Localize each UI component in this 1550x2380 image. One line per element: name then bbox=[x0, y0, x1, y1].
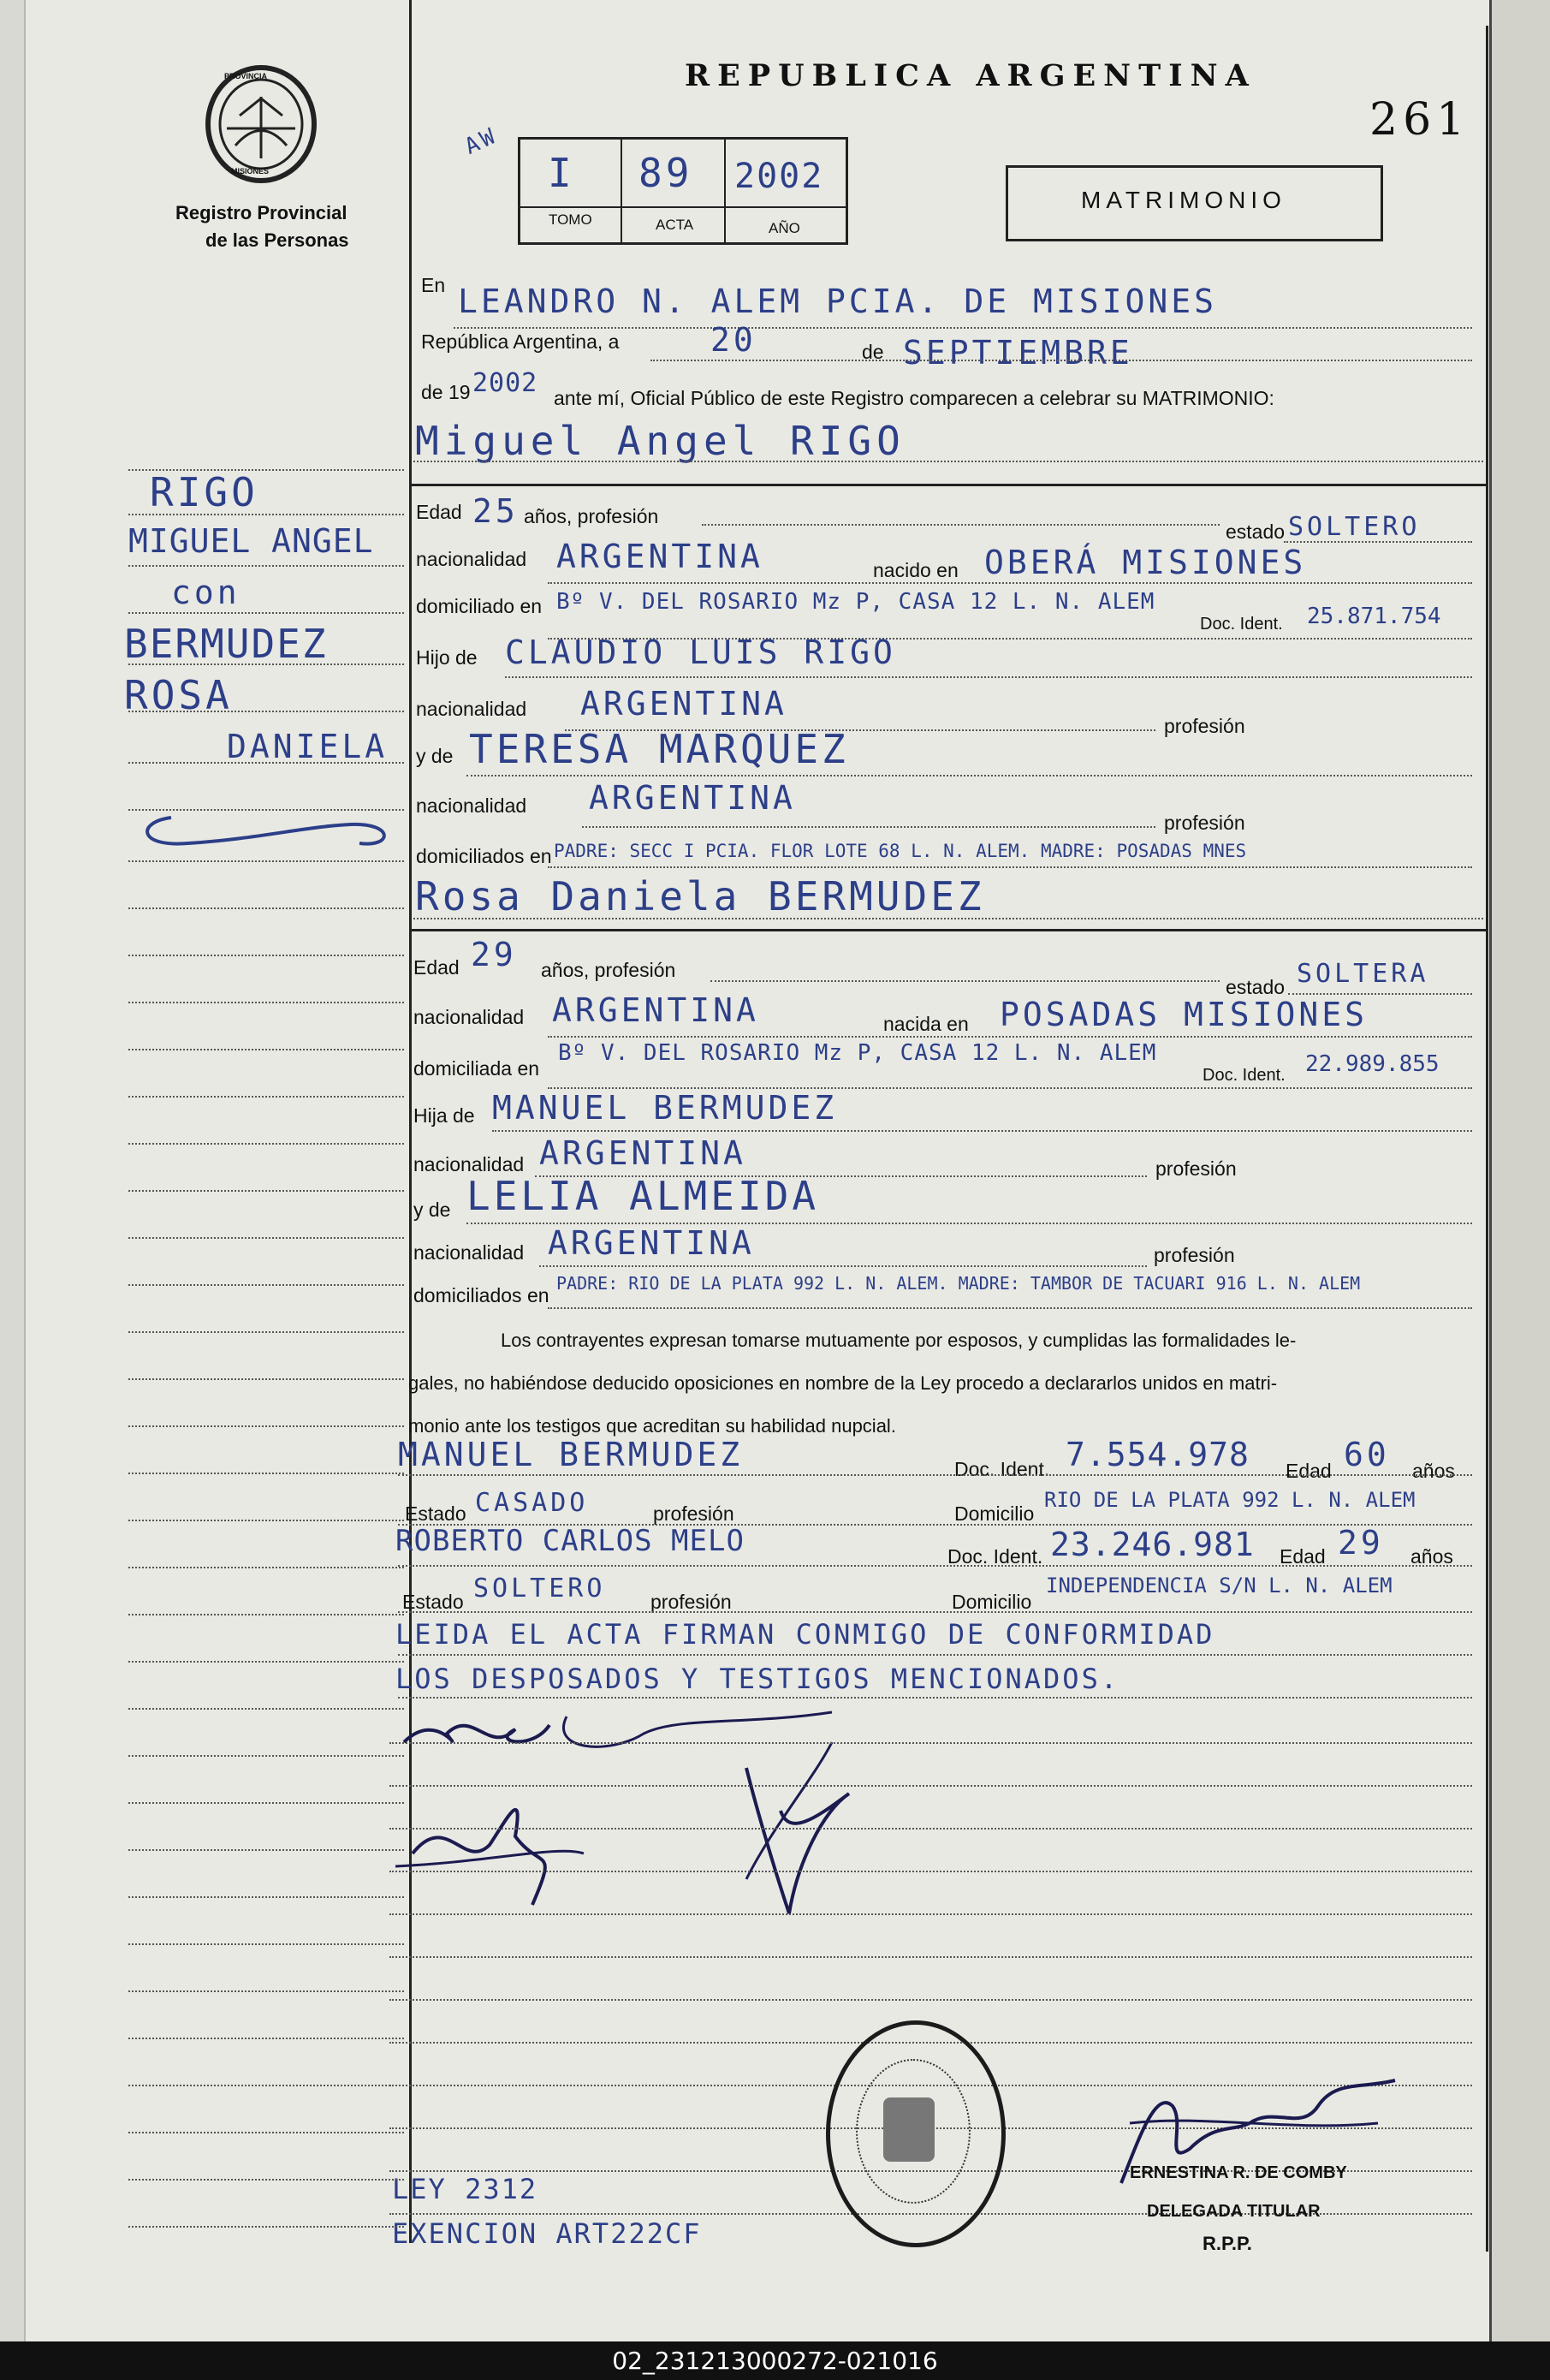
office-name-line2: de las Personas bbox=[205, 229, 349, 251]
record-type: MATRIMONIO bbox=[1081, 187, 1286, 213]
bride-nac2-label: nacionalidad bbox=[413, 1153, 525, 1175]
en-label: En bbox=[421, 274, 446, 296]
bride-nac3-line bbox=[539, 1265, 1147, 1267]
year-prefix: de 19 bbox=[421, 381, 471, 403]
bride-padre: MANUEL BERMUDEZ bbox=[492, 1089, 838, 1127]
bride-hija-label: Hija de bbox=[413, 1104, 475, 1127]
margin-exencion: EXENCION ART222CF bbox=[392, 2217, 702, 2250]
seal-top-text: PROVINCIA bbox=[224, 72, 268, 80]
groom-nacido: OBERÁ MISIONES bbox=[984, 544, 1307, 581]
margin-line bbox=[128, 1708, 404, 1710]
page-number: 261 bbox=[1369, 94, 1470, 146]
margin-line bbox=[128, 565, 404, 567]
official-signature bbox=[1104, 2072, 1412, 2204]
date-line bbox=[650, 360, 1472, 361]
month-value: SEPTIEMBRE bbox=[903, 334, 1133, 372]
witness2-estado: SOLTERO bbox=[473, 1574, 606, 1604]
groom-madre-line bbox=[466, 775, 1472, 776]
bride-name: Rosa Daniela BERMUDEZ bbox=[415, 873, 985, 919]
witness2-edad: 29 bbox=[1338, 1524, 1384, 1562]
margin-line bbox=[128, 2085, 404, 2086]
place-line bbox=[454, 327, 1472, 329]
bride-doc: 22.989.855 bbox=[1305, 1051, 1440, 1077]
bride-nac-label: nacionalidad bbox=[413, 1006, 525, 1028]
groom-nac3-label: nacionalidad bbox=[416, 794, 527, 817]
closing-line1-rule bbox=[398, 1654, 1472, 1656]
year-value: 2002 bbox=[472, 368, 538, 398]
margin-line bbox=[128, 1237, 404, 1239]
scan-caption: 02_231213000272-021016 bbox=[0, 2341, 1550, 2380]
witness2-doc: 23.246.981 bbox=[1050, 1526, 1255, 1563]
groom-padre: CLAUDIO LUIS RIGO bbox=[505, 634, 896, 671]
groom-estado-label: estado bbox=[1226, 521, 1286, 543]
groom-yde-label: y de bbox=[416, 745, 454, 767]
office-name-line1: Registro Provincial bbox=[175, 202, 347, 223]
official-name: ERNESTINA R. DE COMBY bbox=[1130, 2163, 1347, 2182]
witness1-estado-label: Estado bbox=[405, 1502, 466, 1525]
bride-edad: 29 bbox=[471, 936, 517, 973]
groom-doc-label: Doc. Ident. bbox=[1200, 615, 1283, 634]
bride-nacida: POSADAS MISIONES bbox=[1000, 996, 1369, 1033]
ruled-line bbox=[389, 1742, 1472, 1744]
margin-ley: LEY 2312 bbox=[392, 2173, 538, 2205]
bride-yde-label: y de bbox=[413, 1199, 451, 1221]
witness1-name: MANUEL BERMUDEZ bbox=[398, 1436, 744, 1473]
margin-line bbox=[128, 1755, 404, 1757]
margin-line bbox=[128, 1473, 404, 1474]
margin-name5: DANIELA bbox=[227, 728, 389, 765]
witness1-estado: CASADO bbox=[475, 1488, 589, 1518]
margin-con: con bbox=[171, 574, 241, 611]
groom-nac2: ARGENTINA bbox=[580, 685, 787, 723]
margin-line bbox=[128, 1378, 404, 1380]
margin-name4: ROSA bbox=[124, 672, 233, 718]
seal-bottom-text: MISIONES bbox=[231, 167, 270, 176]
bride-nac3-label: nacionalidad bbox=[413, 1241, 525, 1264]
bride-doc-label: Doc. Ident. bbox=[1203, 1066, 1286, 1085]
margin-name3: BERMUDEZ bbox=[124, 621, 328, 667]
witness2-edad-label: Edad bbox=[1280, 1545, 1326, 1568]
margin-line bbox=[128, 1943, 404, 1945]
acta-value: 89 bbox=[638, 150, 693, 196]
groom-doms: PADRE: SECC I PCIA. FLOR LOTE 68 L. N. ALEM. MADRE: POSADAS MNES bbox=[554, 841, 1247, 861]
bride-nac: ARGENTINA bbox=[552, 991, 759, 1029]
ruled-line bbox=[389, 1999, 1472, 2001]
bride-prof-line bbox=[710, 980, 1220, 982]
groom-prof-label: profesión bbox=[1164, 715, 1245, 737]
witness1-edad-label: Edad bbox=[1286, 1460, 1332, 1482]
groom-nac3-line bbox=[582, 826, 1155, 828]
groom-name: Miguel Angel RIGO bbox=[415, 418, 906, 464]
margin-line bbox=[128, 2226, 404, 2228]
margin-line bbox=[128, 2038, 404, 2039]
bride-madre: LELIA ALMEIDA bbox=[466, 1173, 820, 1219]
bride-dom: Bº V. DEL ROSARIO Mz P, CASA 12 L. N. ALEM bbox=[558, 1040, 1157, 1066]
groom-signature bbox=[387, 1691, 866, 1960]
margin-line bbox=[128, 1425, 404, 1427]
margin-line bbox=[128, 2132, 404, 2133]
margin-line bbox=[128, 612, 404, 614]
margin-line bbox=[128, 663, 404, 665]
right-vertical-rule bbox=[1486, 26, 1488, 2252]
groom-nac2-label: nacionalidad bbox=[416, 698, 527, 720]
witness2-name: ROBERTO CARLOS MELO bbox=[395, 1524, 745, 1558]
margin-line bbox=[128, 1002, 404, 1003]
record-type-box bbox=[1006, 165, 1383, 241]
bride-prof2-label: profesión bbox=[1154, 1244, 1235, 1266]
de-label: de bbox=[862, 341, 884, 363]
groom-dom-label: domiciliado en bbox=[416, 595, 543, 617]
rep-label: República Argentina, a bbox=[421, 330, 620, 353]
groom-anos-prof: años, profesión bbox=[524, 505, 659, 527]
witness2-detail-line bbox=[398, 1611, 1472, 1613]
ruled-line bbox=[389, 1785, 1472, 1787]
margin-line bbox=[128, 1661, 404, 1663]
groom-nac-line bbox=[548, 582, 1472, 584]
margin-line bbox=[128, 514, 404, 515]
groom-madre: TERESA MARQUEZ bbox=[469, 726, 849, 772]
groom-padre-line bbox=[505, 676, 1472, 678]
register-box bbox=[518, 137, 848, 245]
witness1-name-line bbox=[398, 1474, 1472, 1476]
bride-nac2: ARGENTINA bbox=[539, 1134, 746, 1172]
bride-estado: SOLTERA bbox=[1297, 959, 1429, 989]
acta-label: ACTA bbox=[656, 217, 694, 233]
official-stamp bbox=[826, 2020, 1006, 2247]
bride-name-line bbox=[413, 918, 1483, 919]
margin-line bbox=[128, 469, 404, 471]
witness2-name-line bbox=[398, 1565, 1472, 1567]
bride-nac3: ARGENTINA bbox=[548, 1224, 755, 1262]
anio-label: AÑO bbox=[769, 220, 800, 236]
groom-prof-line bbox=[702, 524, 1220, 526]
margin-line bbox=[128, 2179, 404, 2181]
witness2-anos: años bbox=[1410, 1545, 1453, 1568]
groom-hijo-label: Hijo de bbox=[416, 646, 478, 669]
margin-line bbox=[128, 1096, 404, 1098]
margin-line bbox=[128, 1614, 404, 1615]
bride-estado-label: estado bbox=[1226, 976, 1286, 998]
bride-prof-label: profesión bbox=[1155, 1157, 1237, 1180]
margin-line bbox=[128, 1896, 404, 1898]
closing-line1: LEIDA EL ACTA FIRMAN CONMIGO DE CONFORMIDAD bbox=[395, 1618, 1215, 1651]
witness1-doc-label: Doc. Ident. bbox=[954, 1458, 1050, 1480]
margin-line bbox=[128, 711, 404, 712]
witness1-doc: 7.554.978 bbox=[1066, 1436, 1250, 1473]
closing-line2: LOS DESPOSADOS Y TESTIGOS MENCIONADOS. bbox=[395, 1663, 1120, 1695]
witness1-edad: 60 bbox=[1344, 1436, 1390, 1473]
margin-line bbox=[128, 1049, 404, 1050]
groom-name-line bbox=[413, 461, 1483, 462]
margin-line bbox=[128, 955, 404, 956]
anio-value: 2002 bbox=[734, 157, 824, 196]
margin-line bbox=[128, 1520, 404, 1521]
official-title: DELEGADA TITULAR bbox=[1147, 2202, 1321, 2221]
country-heading: REPUBLICA ARGENTINA bbox=[685, 58, 1256, 93]
margin-line bbox=[128, 860, 404, 862]
groom-estado: SOLTERO bbox=[1288, 512, 1421, 542]
witness1-anos: años bbox=[1412, 1460, 1455, 1482]
groom-estado-line bbox=[1284, 541, 1472, 543]
ruled-line bbox=[389, 1956, 1472, 1958]
bride-nacida-label: nacida en bbox=[883, 1013, 969, 1035]
ruled-line bbox=[389, 1828, 1472, 1830]
tomo-label: TOMO bbox=[549, 211, 592, 228]
margin-line bbox=[128, 907, 404, 909]
annotation-initials: AW bbox=[460, 122, 502, 160]
tomo-value: I bbox=[548, 150, 575, 196]
place-value: LEANDRO N. ALEM PCIA. DE MISIONES bbox=[458, 283, 1217, 320]
groom-edad-label: Edad bbox=[416, 501, 462, 523]
margin-line bbox=[128, 1849, 404, 1851]
bride-dom-label: domiciliada en bbox=[413, 1057, 540, 1080]
appear-text: ante mí, Oficial Público de este Registro comparecen a celebrar su MATRIMONIO: bbox=[554, 387, 1274, 409]
margin-line bbox=[128, 1143, 404, 1145]
witness1-dom: RIO DE LA PLATA 992 L. N. ALEM bbox=[1044, 1488, 1416, 1512]
groom-prof2-label: profesión bbox=[1164, 812, 1245, 834]
declaration-line1: Los contrayentes expresan tomarse mutuamente por esposos, y cumplidas las formalidades le- bbox=[501, 1330, 1297, 1351]
bride-edad-label: Edad bbox=[413, 956, 460, 979]
margin-line bbox=[128, 1802, 404, 1804]
official-office: R.P.P. bbox=[1203, 2233, 1252, 2254]
bride-anos-prof: años, profesión bbox=[541, 959, 676, 981]
margin-line bbox=[128, 762, 404, 764]
groom-section-rule bbox=[412, 484, 1488, 486]
groom-nac: ARGENTINA bbox=[556, 538, 763, 575]
witness2-dom-label: Domicilio bbox=[952, 1591, 1032, 1613]
bride-section-rule bbox=[412, 929, 1488, 931]
bride-nac-line bbox=[548, 1036, 1472, 1038]
ruled-line bbox=[389, 1871, 1472, 1872]
declaration-line2: gales, no habiéndose deducido oposiciones en nombre de la Ley procedo a declararlos unidos en matri- bbox=[408, 1372, 1278, 1394]
witness2-doc-label: Doc. Ident. bbox=[947, 1545, 1043, 1568]
margin-line bbox=[128, 1331, 404, 1333]
margin-name1: RIGO bbox=[150, 469, 258, 515]
bride-doms-line bbox=[548, 1307, 1472, 1309]
ruled-line bbox=[389, 1913, 1472, 1915]
groom-doc: 25.871.754 bbox=[1307, 604, 1441, 629]
groom-dom: Bº V. DEL ROSARIO Mz P, CASA 12 L. N. ALEM bbox=[556, 589, 1155, 615]
groom-doms-line bbox=[548, 866, 1472, 868]
bride-padre-line bbox=[492, 1130, 1472, 1132]
groom-nacido-label: nacido en bbox=[873, 559, 959, 581]
margin-line bbox=[128, 1190, 404, 1192]
page-left-edge bbox=[0, 0, 26, 2341]
margin-line bbox=[128, 809, 404, 811]
bride-doms: PADRE: RIO DE LA PLATA 992 L. N. ALEM. MADRE: TAMBOR DE TACUARI 916 L. N. ALEM bbox=[556, 1273, 1361, 1294]
margin-name2: MIGUEL ANGEL bbox=[128, 522, 374, 560]
bride-estado-line bbox=[1288, 993, 1472, 995]
witness2-prof-label: profesión bbox=[650, 1591, 732, 1613]
groom-nac-label: nacionalidad bbox=[416, 548, 527, 570]
witness2-estado-label: Estado bbox=[402, 1591, 464, 1613]
witness1-prof-label: profesión bbox=[653, 1502, 734, 1525]
margin-line bbox=[128, 1567, 404, 1568]
groom-nac3: ARGENTINA bbox=[589, 779, 796, 817]
groom-edad: 25 bbox=[472, 492, 519, 530]
groom-doms-label: domiciliados en bbox=[416, 845, 552, 867]
margin-line bbox=[128, 1990, 404, 1992]
margin-line bbox=[128, 1284, 404, 1286]
witness2-dom: INDEPENDENCIA S/N L. N. ALEM bbox=[1046, 1574, 1393, 1598]
bride-doms-label: domiciliados en bbox=[413, 1284, 549, 1306]
witness1-dom-label: Domicilio bbox=[954, 1502, 1035, 1525]
binding-spine bbox=[1489, 0, 1550, 2341]
declaration-line3: monio ante los testigos que acreditan su habilidad nupcial. bbox=[408, 1415, 896, 1437]
day-value: 20 bbox=[710, 321, 757, 359]
